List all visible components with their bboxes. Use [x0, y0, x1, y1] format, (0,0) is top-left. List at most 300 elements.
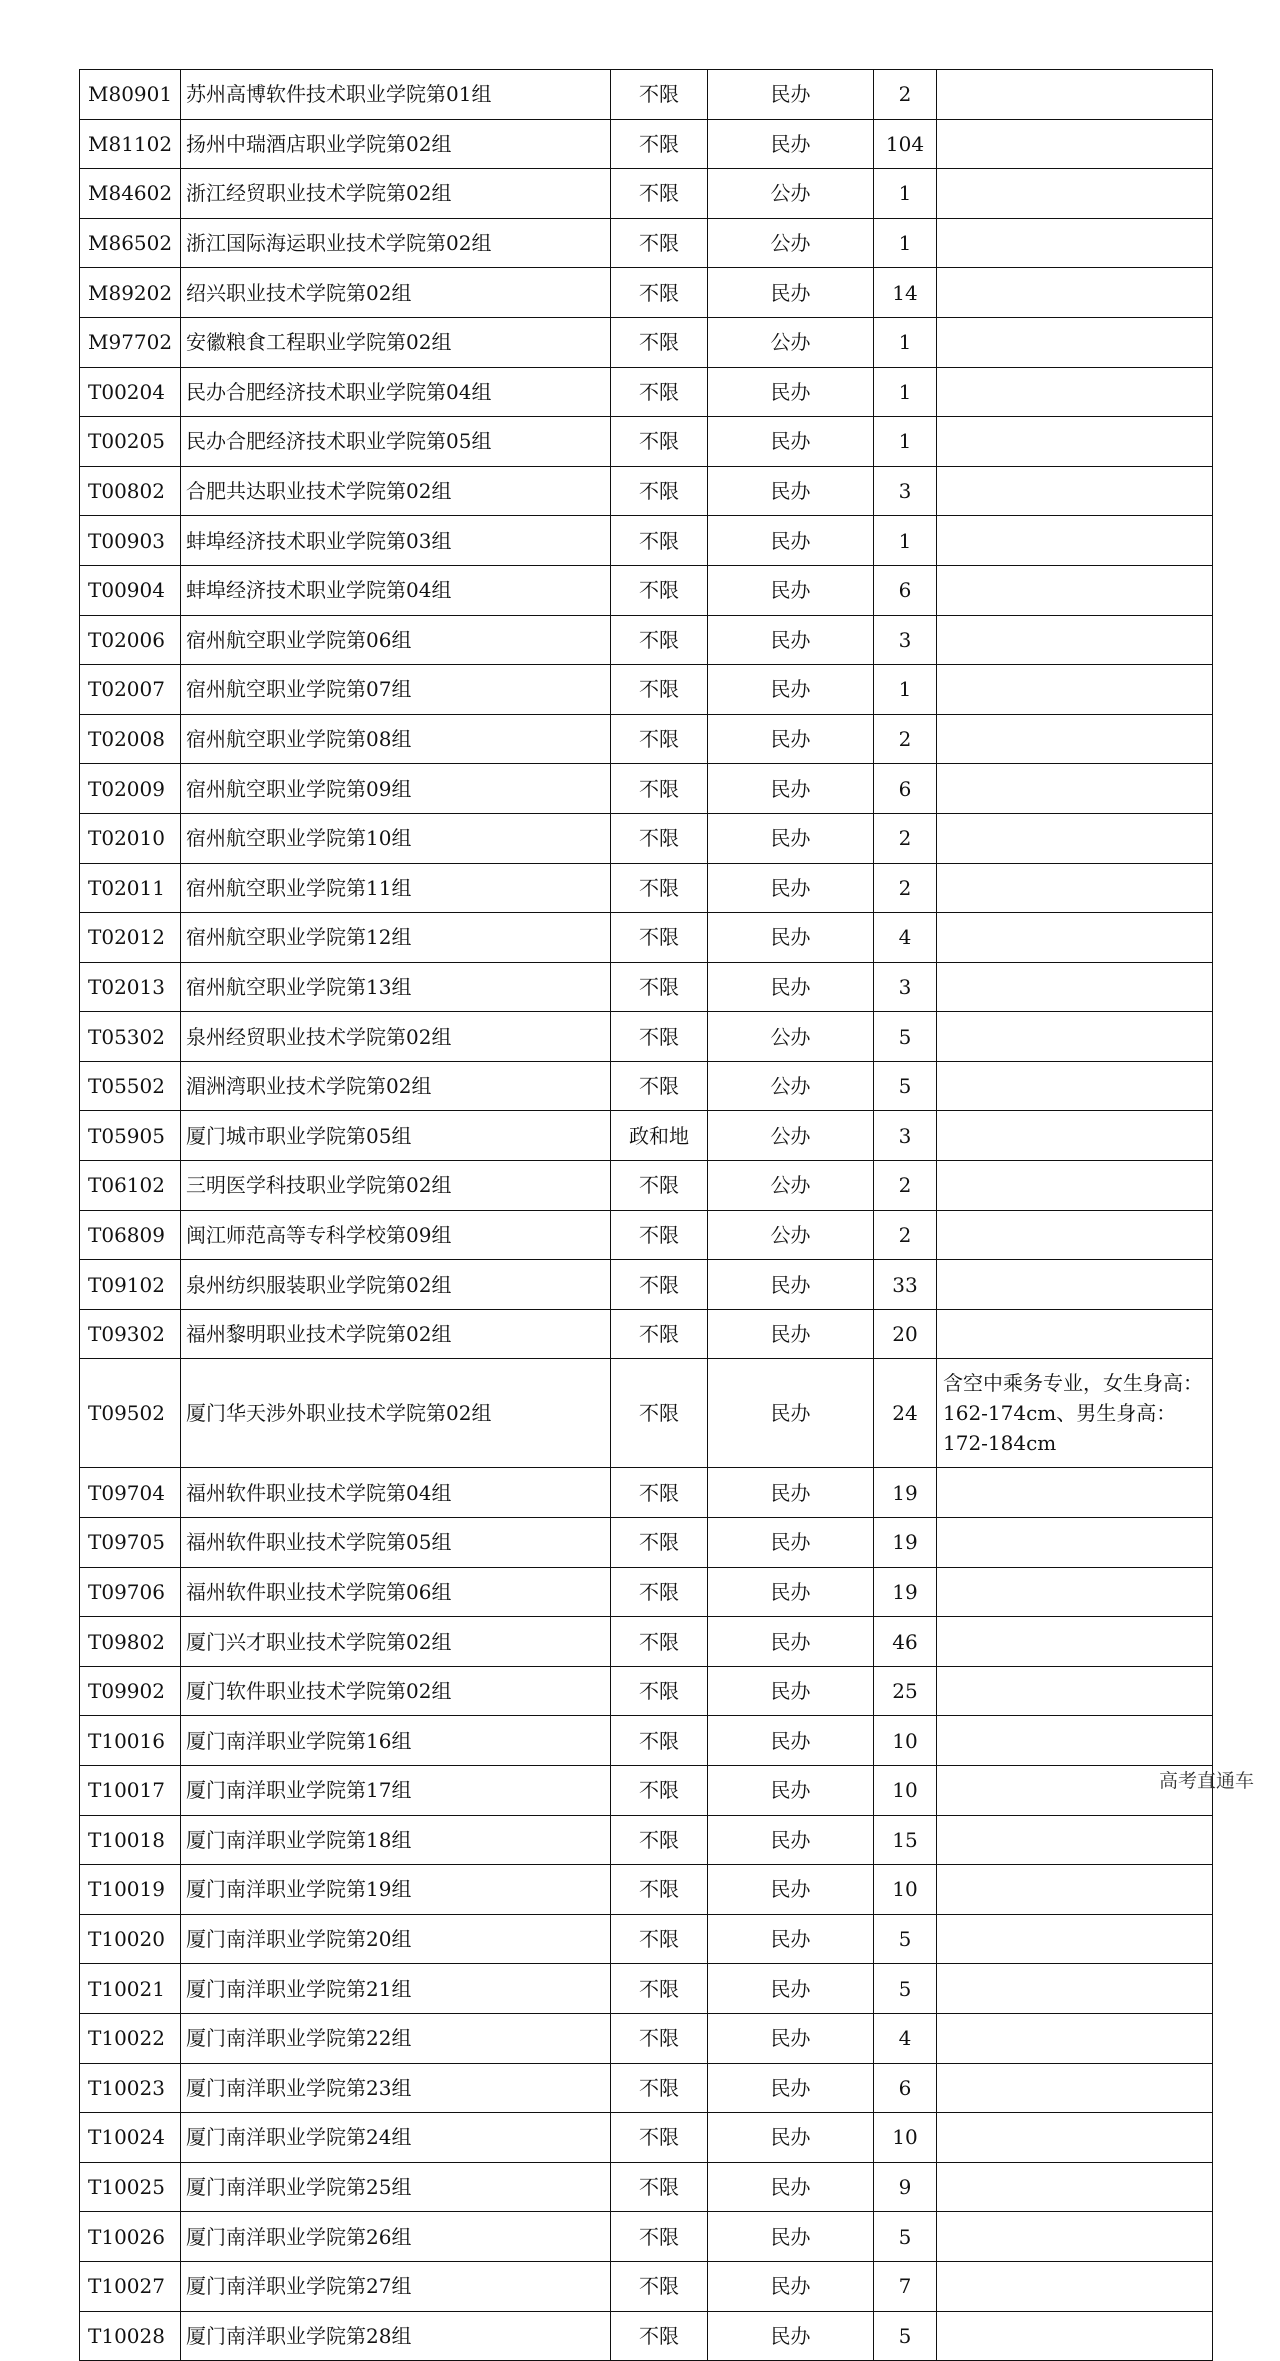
group-code-cell: T10028	[80, 2311, 181, 2361]
subject-requirement-cell: 不限	[611, 813, 708, 863]
table-row	[80, 1914, 1213, 1964]
subject-requirement-cell: 不限	[611, 2261, 708, 2311]
table-row	[80, 2113, 1213, 2163]
plan-count-cell: 3	[874, 962, 937, 1012]
plan-count-cell: 5	[874, 2212, 937, 2262]
school-type-cell: 民办	[708, 2261, 874, 2311]
table-row	[80, 1260, 1213, 1310]
note-cell	[937, 1012, 1213, 1062]
school-group-name-cell: 湄洲湾职业技术学院第02组	[181, 1061, 611, 1111]
subject-requirement-cell: 不限	[611, 1865, 708, 1915]
table-row	[80, 813, 1213, 863]
group-code-cell: T10020	[80, 1914, 181, 1964]
note-cell	[937, 1468, 1213, 1518]
subject-requirement-cell: 不限	[611, 119, 708, 169]
school-group-name-cell: 厦门南洋职业学院第22组	[181, 2013, 611, 2063]
group-code-cell: T06102	[80, 1161, 181, 1211]
group-code-cell: T02011	[80, 863, 181, 913]
school-type-cell: 民办	[708, 516, 874, 566]
note-cell	[937, 1061, 1213, 1111]
plan-count-cell: 4	[874, 913, 937, 963]
table-row	[80, 962, 1213, 1012]
school-group-name-cell: 厦门南洋职业学院第20组	[181, 1914, 611, 1964]
plan-count-cell: 3	[874, 615, 937, 665]
subject-requirement-cell: 不限	[611, 70, 708, 120]
group-code-cell: T10027	[80, 2261, 181, 2311]
plan-count-cell: 10	[874, 1865, 937, 1915]
subject-requirement-cell: 不限	[611, 1012, 708, 1062]
school-group-name-cell: 厦门南洋职业学院第18组	[181, 1815, 611, 1865]
school-group-name-cell: 民办合肥经济技术职业学院第05组	[181, 417, 611, 467]
group-code-cell: T09502	[80, 1359, 181, 1468]
note-cell	[937, 2162, 1213, 2212]
school-type-cell: 民办	[708, 2063, 874, 2113]
group-code-cell: T09706	[80, 1567, 181, 1617]
school-group-name-cell: 厦门城市职业学院第05组	[181, 1111, 611, 1161]
subject-requirement-cell: 不限	[611, 2113, 708, 2163]
school-group-name-cell: 宿州航空职业学院第12组	[181, 913, 611, 963]
table-row	[80, 1210, 1213, 1260]
plan-count-cell: 24	[874, 1359, 937, 1468]
group-code-cell: M86502	[80, 218, 181, 268]
subject-requirement-cell: 不限	[611, 1666, 708, 1716]
school-type-cell: 民办	[708, 268, 874, 318]
school-group-name-cell: 宿州航空职业学院第09组	[181, 764, 611, 814]
subject-requirement-cell: 不限	[611, 1061, 708, 1111]
school-group-name-cell: 宿州航空职业学院第13组	[181, 962, 611, 1012]
plan-count-cell: 4	[874, 2013, 937, 2063]
subject-requirement-cell: 不限	[611, 218, 708, 268]
subject-requirement-cell: 不限	[611, 665, 708, 715]
plan-count-cell: 25	[874, 1666, 937, 1716]
school-group-name-cell: 厦门软件职业技术学院第02组	[181, 1666, 611, 1716]
table-row	[80, 2311, 1213, 2361]
note-cell	[937, 1716, 1213, 1766]
note-cell	[937, 466, 1213, 516]
subject-requirement-cell: 不限	[611, 1914, 708, 1964]
plan-count-cell: 5	[874, 2311, 937, 2361]
note-cell	[937, 2212, 1213, 2262]
plan-count-cell: 6	[874, 764, 937, 814]
plan-count-cell: 2	[874, 863, 937, 913]
group-code-cell: M97702	[80, 317, 181, 367]
table-row	[80, 615, 1213, 665]
school-type-cell: 民办	[708, 962, 874, 1012]
school-type-cell: 民办	[708, 119, 874, 169]
group-code-cell: T10018	[80, 1815, 181, 1865]
school-type-cell: 民办	[708, 1865, 874, 1915]
group-code-cell: T02008	[80, 714, 181, 764]
table-row	[80, 863, 1213, 913]
school-type-cell: 公办	[708, 317, 874, 367]
table-row	[80, 1666, 1213, 1716]
school-group-name-cell: 福州黎明职业技术学院第02组	[181, 1309, 611, 1359]
table-row	[80, 714, 1213, 764]
subject-requirement-cell: 不限	[611, 268, 708, 318]
subject-requirement-cell: 不限	[611, 565, 708, 615]
school-type-cell: 公办	[708, 1210, 874, 1260]
school-type-cell: 民办	[708, 1666, 874, 1716]
subject-requirement-cell: 不限	[611, 962, 708, 1012]
table-row	[80, 1468, 1213, 1518]
group-code-cell: T02012	[80, 913, 181, 963]
school-group-name-cell: 厦门南洋职业学院第28组	[181, 2311, 611, 2361]
subject-requirement-cell: 不限	[611, 466, 708, 516]
subject-requirement-cell: 不限	[611, 1161, 708, 1211]
group-code-cell: T02009	[80, 764, 181, 814]
subject-requirement-cell: 不限	[611, 417, 708, 467]
school-group-name-cell: 厦门南洋职业学院第21组	[181, 1964, 611, 2014]
school-group-name-cell: 扬州中瑞酒店职业学院第02组	[181, 119, 611, 169]
group-code-cell: M80901	[80, 70, 181, 120]
table-row	[80, 169, 1213, 219]
school-group-name-cell: 福州软件职业技术学院第05组	[181, 1518, 611, 1568]
group-code-cell: T06809	[80, 1210, 181, 1260]
school-type-cell: 民办	[708, 2311, 874, 2361]
note-cell	[937, 1210, 1213, 1260]
subject-requirement-cell: 不限	[611, 1617, 708, 1667]
note-cell: 含空中乘务专业，女生身高：162-174cm、男生身高：172-184cm	[937, 1359, 1213, 1468]
group-code-cell: T09902	[80, 1666, 181, 1716]
group-code-cell: T09302	[80, 1309, 181, 1359]
group-code-cell: T00205	[80, 417, 181, 467]
school-type-cell: 公办	[708, 1012, 874, 1062]
school-type-cell: 民办	[708, 1567, 874, 1617]
note-cell	[937, 2113, 1213, 2163]
group-code-cell: T05905	[80, 1111, 181, 1161]
school-type-cell: 民办	[708, 764, 874, 814]
watermark-text: 高考直通车	[1158, 1770, 1254, 1792]
school-type-cell: 民办	[708, 665, 874, 715]
group-code-cell: T02006	[80, 615, 181, 665]
note-cell	[937, 119, 1213, 169]
school-type-cell: 公办	[708, 1161, 874, 1211]
school-group-name-cell: 厦门南洋职业学院第25组	[181, 2162, 611, 2212]
school-type-cell: 民办	[708, 367, 874, 417]
note-cell	[937, 1567, 1213, 1617]
note-cell	[937, 863, 1213, 913]
note-cell	[937, 516, 1213, 566]
school-group-name-cell: 泉州纺织服装职业学院第02组	[181, 1260, 611, 1310]
subject-requirement-cell: 不限	[611, 367, 708, 417]
note-cell	[937, 2261, 1213, 2311]
admission-plan-table	[79, 69, 1213, 2361]
note-cell	[937, 1309, 1213, 1359]
school-type-cell: 民办	[708, 70, 874, 120]
subject-requirement-cell: 不限	[611, 1210, 708, 1260]
table-row	[80, 268, 1213, 318]
plan-count-cell: 2	[874, 70, 937, 120]
table-row	[80, 1716, 1213, 1766]
plan-count-cell: 1	[874, 218, 937, 268]
school-type-cell: 公办	[708, 1061, 874, 1111]
note-cell	[937, 1815, 1213, 1865]
table-row	[80, 317, 1213, 367]
table-row	[80, 1359, 1213, 1468]
note-cell	[937, 317, 1213, 367]
subject-requirement-cell: 不限	[611, 714, 708, 764]
table-row	[80, 367, 1213, 417]
note-cell	[937, 1914, 1213, 1964]
school-group-name-cell: 厦门南洋职业学院第27组	[181, 2261, 611, 2311]
group-code-cell: M81102	[80, 119, 181, 169]
plan-count-cell: 3	[874, 1111, 937, 1161]
group-code-cell: T10016	[80, 1716, 181, 1766]
group-code-cell: T09705	[80, 1518, 181, 1568]
note-cell	[937, 1111, 1213, 1161]
subject-requirement-cell: 不限	[611, 169, 708, 219]
school-type-cell: 民办	[708, 1815, 874, 1865]
school-type-cell: 公办	[708, 169, 874, 219]
school-type-cell: 民办	[708, 565, 874, 615]
school-group-name-cell: 宿州航空职业学院第06组	[181, 615, 611, 665]
school-type-cell: 民办	[708, 1468, 874, 1518]
group-code-cell: T00903	[80, 516, 181, 566]
plan-count-cell: 2	[874, 1161, 937, 1211]
subject-requirement-cell: 不限	[611, 2162, 708, 2212]
plan-count-cell: 20	[874, 1309, 937, 1359]
subject-requirement-cell: 不限	[611, 2311, 708, 2361]
school-group-name-cell: 绍兴职业技术学院第02组	[181, 268, 611, 318]
table-row	[80, 1012, 1213, 1062]
table-row	[80, 1567, 1213, 1617]
table-row	[80, 1865, 1213, 1915]
note-cell	[937, 1666, 1213, 1716]
table-row	[80, 70, 1213, 120]
school-group-name-cell: 厦门华天涉外职业技术学院第02组	[181, 1359, 611, 1468]
school-type-cell: 民办	[708, 1309, 874, 1359]
school-type-cell: 民办	[708, 1914, 874, 1964]
plan-count-cell: 46	[874, 1617, 937, 1667]
plan-count-cell: 10	[874, 1766, 937, 1816]
plan-count-cell: 3	[874, 466, 937, 516]
table-row	[80, 2212, 1213, 2262]
plan-count-cell: 1	[874, 516, 937, 566]
plan-count-cell: 2	[874, 714, 937, 764]
subject-requirement-cell: 政和地	[611, 1111, 708, 1161]
table-row	[80, 565, 1213, 615]
school-group-name-cell: 宿州航空职业学院第07组	[181, 665, 611, 715]
school-group-name-cell: 浙江国际海运职业技术学院第02组	[181, 218, 611, 268]
note-cell	[937, 962, 1213, 1012]
note-cell	[937, 169, 1213, 219]
plan-count-cell: 1	[874, 417, 937, 467]
plan-count-cell: 6	[874, 2063, 937, 2113]
note-cell	[937, 268, 1213, 318]
subject-requirement-cell: 不限	[611, 1766, 708, 1816]
group-code-cell: T10024	[80, 2113, 181, 2163]
subject-requirement-cell: 不限	[611, 2013, 708, 2063]
school-group-name-cell: 合肥共达职业技术学院第02组	[181, 466, 611, 516]
subject-requirement-cell: 不限	[611, 1468, 708, 1518]
plan-count-cell: 19	[874, 1567, 937, 1617]
table-row	[80, 119, 1213, 169]
note-cell	[937, 1518, 1213, 1568]
table-row	[80, 2063, 1213, 2113]
group-code-cell: T09802	[80, 1617, 181, 1667]
table-row	[80, 1815, 1213, 1865]
subject-requirement-cell: 不限	[611, 516, 708, 566]
school-group-name-cell: 泉州经贸职业技术学院第02组	[181, 1012, 611, 1062]
school-group-name-cell: 宿州航空职业学院第10组	[181, 813, 611, 863]
group-code-cell: T10022	[80, 2013, 181, 2063]
school-type-cell: 民办	[708, 1716, 874, 1766]
table-row	[80, 764, 1213, 814]
plan-count-cell: 33	[874, 1260, 937, 1310]
school-group-name-cell: 厦门兴才职业技术学院第02组	[181, 1617, 611, 1667]
subject-requirement-cell: 不限	[611, 1964, 708, 2014]
school-type-cell: 民办	[708, 2162, 874, 2212]
group-code-cell: T02013	[80, 962, 181, 1012]
school-group-name-cell: 三明医学科技职业学院第02组	[181, 1161, 611, 1211]
group-code-cell: T05302	[80, 1012, 181, 1062]
note-cell	[937, 615, 1213, 665]
plan-count-cell: 19	[874, 1518, 937, 1568]
school-group-name-cell: 厦门南洋职业学院第17组	[181, 1766, 611, 1816]
plan-count-cell: 5	[874, 1964, 937, 2014]
table-row	[80, 1061, 1213, 1111]
plan-count-cell: 2	[874, 1210, 937, 1260]
group-code-cell: T00904	[80, 565, 181, 615]
subject-requirement-cell: 不限	[611, 1260, 708, 1310]
table-row	[80, 1309, 1213, 1359]
subject-requirement-cell: 不限	[611, 1716, 708, 1766]
plan-count-cell: 5	[874, 1061, 937, 1111]
school-group-name-cell: 厦门南洋职业学院第26组	[181, 2212, 611, 2262]
note-cell	[937, 714, 1213, 764]
plan-count-cell: 1	[874, 367, 937, 417]
school-group-name-cell: 安徽粮食工程职业学院第02组	[181, 317, 611, 367]
group-code-cell: T09704	[80, 1468, 181, 1518]
plan-count-cell: 15	[874, 1815, 937, 1865]
school-group-name-cell: 民办合肥经济技术职业学院第04组	[181, 367, 611, 417]
subject-requirement-cell: 不限	[611, 2063, 708, 2113]
note-cell	[937, 367, 1213, 417]
group-code-cell: T09102	[80, 1260, 181, 1310]
school-group-name-cell: 蚌埠经济技术职业学院第04组	[181, 565, 611, 615]
group-code-cell: T10017	[80, 1766, 181, 1816]
school-group-name-cell: 福州软件职业技术学院第04组	[181, 1468, 611, 1518]
note-cell	[937, 813, 1213, 863]
table-row	[80, 2261, 1213, 2311]
school-type-cell: 民办	[708, 863, 874, 913]
school-type-cell: 民办	[708, 1766, 874, 1816]
note-cell	[937, 218, 1213, 268]
subject-requirement-cell: 不限	[611, 2212, 708, 2262]
group-code-cell: T10025	[80, 2162, 181, 2212]
subject-requirement-cell: 不限	[611, 317, 708, 367]
note-cell	[937, 2013, 1213, 2063]
plan-count-cell: 10	[874, 1716, 937, 1766]
table-row	[80, 516, 1213, 566]
school-type-cell: 民办	[708, 1617, 874, 1667]
school-type-cell: 公办	[708, 1111, 874, 1161]
group-code-cell: T02010	[80, 813, 181, 863]
plan-count-cell: 1	[874, 665, 937, 715]
note-cell	[937, 1161, 1213, 1211]
table-row	[80, 1617, 1213, 1667]
note-cell	[937, 70, 1213, 120]
subject-requirement-cell: 不限	[611, 1815, 708, 1865]
school-type-cell: 民办	[708, 1964, 874, 2014]
note-cell	[937, 1865, 1213, 1915]
school-type-cell: 民办	[708, 1260, 874, 1310]
table-row	[80, 218, 1213, 268]
school-type-cell: 民办	[708, 2113, 874, 2163]
table-row	[80, 466, 1213, 516]
group-code-cell: T00802	[80, 466, 181, 516]
plan-count-cell: 1	[874, 169, 937, 219]
subject-requirement-cell: 不限	[611, 913, 708, 963]
school-group-name-cell: 宿州航空职业学院第11组	[181, 863, 611, 913]
note-cell	[937, 2311, 1213, 2361]
school-type-cell: 民办	[708, 913, 874, 963]
school-group-name-cell: 厦门南洋职业学院第24组	[181, 2113, 611, 2163]
plan-count-cell: 10	[874, 2113, 937, 2163]
table-row	[80, 1518, 1213, 1568]
table-row	[80, 1111, 1213, 1161]
school-group-name-cell: 厦门南洋职业学院第23组	[181, 2063, 611, 2113]
plan-count-cell: 19	[874, 1468, 937, 1518]
plan-count-cell: 2	[874, 813, 937, 863]
school-group-name-cell: 浙江经贸职业技术学院第02组	[181, 169, 611, 219]
plan-count-cell: 6	[874, 565, 937, 615]
note-cell	[937, 764, 1213, 814]
school-type-cell: 民办	[708, 2212, 874, 2262]
group-code-cell: T10019	[80, 1865, 181, 1915]
note-cell	[937, 1617, 1213, 1667]
subject-requirement-cell: 不限	[611, 1567, 708, 1617]
group-code-cell: T10023	[80, 2063, 181, 2113]
school-type-cell: 民办	[708, 615, 874, 665]
table-row	[80, 2162, 1213, 2212]
group-code-cell: T10026	[80, 2212, 181, 2262]
subject-requirement-cell: 不限	[611, 764, 708, 814]
plan-count-cell: 9	[874, 2162, 937, 2212]
plan-count-cell: 5	[874, 1914, 937, 1964]
note-cell	[937, 417, 1213, 467]
group-code-cell: T00204	[80, 367, 181, 417]
plan-count-cell: 5	[874, 1012, 937, 1062]
note-cell	[937, 665, 1213, 715]
school-type-cell: 民办	[708, 417, 874, 467]
plan-count-cell: 7	[874, 2261, 937, 2311]
group-code-cell: T10021	[80, 1964, 181, 2014]
school-type-cell: 民办	[708, 714, 874, 764]
group-code-cell: M89202	[80, 268, 181, 318]
plan-count-cell: 1	[874, 317, 937, 367]
school-group-name-cell: 厦门南洋职业学院第19组	[181, 1865, 611, 1915]
school-type-cell: 民办	[708, 813, 874, 863]
subject-requirement-cell: 不限	[611, 1518, 708, 1568]
note-cell	[937, 913, 1213, 963]
note-cell	[937, 565, 1213, 615]
school-group-name-cell: 厦门南洋职业学院第16组	[181, 1716, 611, 1766]
note-cell	[937, 2063, 1213, 2113]
note-cell	[937, 1260, 1213, 1310]
subject-requirement-cell: 不限	[611, 615, 708, 665]
group-code-cell: T02007	[80, 665, 181, 715]
subject-requirement-cell: 不限	[611, 1309, 708, 1359]
school-group-name-cell: 蚌埠经济技术职业学院第03组	[181, 516, 611, 566]
note-cell	[937, 1964, 1213, 2014]
school-group-name-cell: 闽江师范高等专科学校第09组	[181, 1210, 611, 1260]
table-row	[80, 665, 1213, 715]
group-code-cell: T05502	[80, 1061, 181, 1111]
subject-requirement-cell: 不限	[611, 863, 708, 913]
subject-requirement-cell: 不限	[611, 1359, 708, 1468]
table-body	[80, 70, 1213, 2361]
